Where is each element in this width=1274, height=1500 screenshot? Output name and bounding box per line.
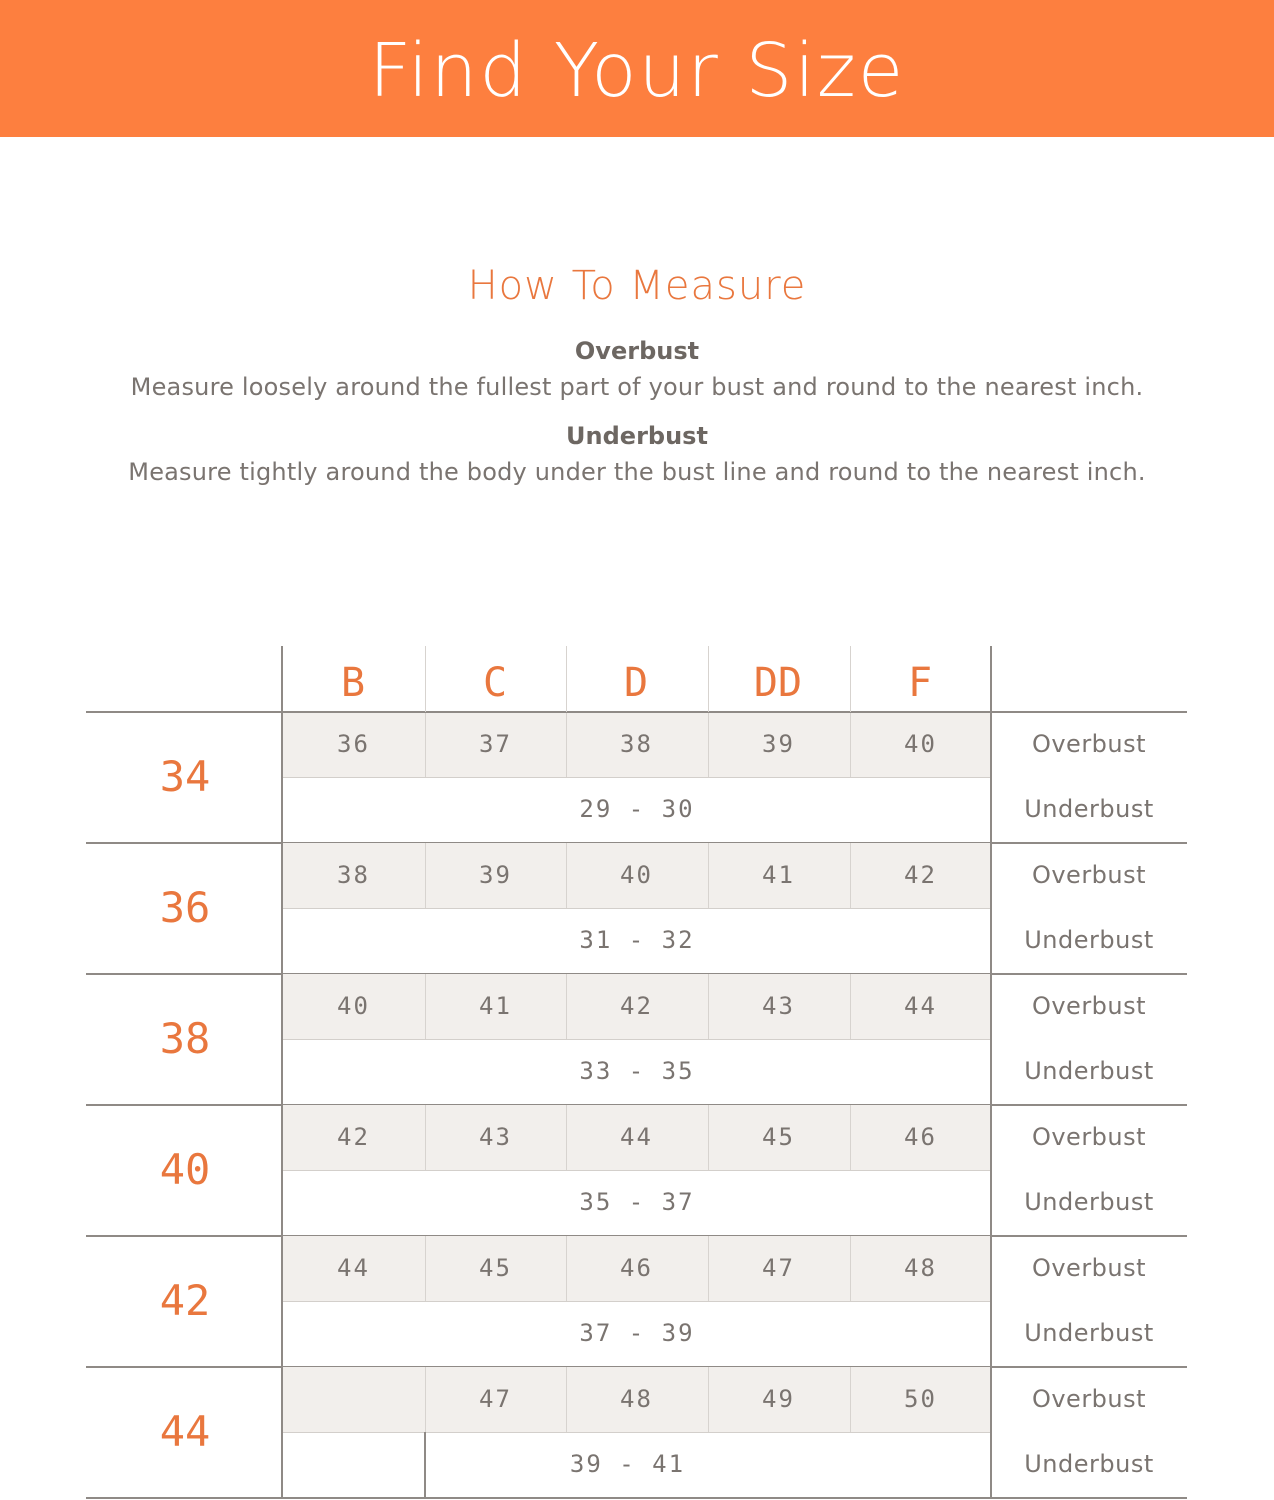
band-size-38: 38: [159, 1014, 211, 1063]
row-border: [86, 1497, 1187, 1499]
band-column-border: [281, 646, 283, 1498]
overbust-value: 44: [337, 1254, 370, 1282]
label-column-border: [990, 646, 992, 1498]
overbust-value: 40: [904, 730, 937, 758]
overbust-value: 47: [762, 1254, 795, 1282]
overbust-label: Overbust: [1031, 1123, 1147, 1151]
overbust-label: Overbust: [1031, 1254, 1147, 1282]
overbust-value: 45: [479, 1254, 512, 1282]
overbust-description: Measure loosely around the fullest part of your bust and round to the nearest inch.: [130, 373, 1144, 401]
underbust-label: Underbust: [1024, 1450, 1154, 1478]
overbust-value: 42: [620, 992, 653, 1020]
band-size-40: 40: [159, 1145, 211, 1194]
overbust-label: Overbust: [1031, 861, 1147, 889]
overbust-value: 38: [620, 730, 653, 758]
overbust-value: 44: [904, 992, 937, 1020]
overbust-value: 50: [904, 1385, 937, 1413]
overbust-value: 42: [337, 1123, 370, 1151]
overbust-value: 43: [762, 992, 795, 1020]
overbust-value: 46: [620, 1254, 653, 1282]
overbust-value: 37: [479, 730, 512, 758]
cup-header-dd: DD: [753, 660, 803, 706]
overbust-value: 47: [479, 1385, 512, 1413]
overbust-value: 48: [904, 1254, 937, 1282]
overbust-label: Overbust: [1031, 992, 1147, 1020]
how-to-measure-heading: How To Measure: [467, 263, 807, 309]
underbust-label: Underbust: [1024, 926, 1154, 954]
underbust-label: Underbust: [1024, 1188, 1154, 1216]
underbust-label: Underbust: [1024, 1057, 1154, 1085]
overbust-value: 36: [337, 730, 370, 758]
overbust-value: 41: [479, 992, 512, 1020]
underbust-value: 33 - 35: [579, 1057, 695, 1085]
underbust-value: 35 - 37: [579, 1188, 695, 1216]
underbust-label: Underbust: [1024, 795, 1154, 823]
overbust-value: 38: [337, 861, 370, 889]
underbust-value: 37 - 39: [579, 1319, 695, 1347]
overbust-value: 49: [762, 1385, 795, 1413]
overbust-value: 39: [762, 730, 795, 758]
overbust-value: [283, 1367, 424, 1431]
underbust-label: Underbust: [1024, 1319, 1154, 1347]
band-size-36: 36: [159, 883, 211, 932]
underbust-value: 39 - 41: [569, 1450, 686, 1478]
band-size-42: 42: [159, 1276, 211, 1325]
overbust-value: 48: [620, 1385, 653, 1413]
cup-header-b: B: [340, 660, 366, 706]
band-size-34: 34: [159, 752, 211, 801]
band-size-44: 44: [159, 1407, 211, 1456]
overbust-value: 42: [904, 861, 937, 889]
underbust-term: Underbust: [566, 422, 708, 450]
overbust-value: 39: [479, 861, 512, 889]
header-divider: [850, 646, 851, 712]
underbust-value: 31 - 32: [579, 926, 695, 954]
overbust-label: Overbust: [1031, 1385, 1147, 1413]
overbust-term: Overbust: [574, 337, 700, 365]
overbust-value: 40: [620, 861, 653, 889]
table-top-border: [86, 711, 1187, 713]
overbust-value: 40: [337, 992, 370, 1020]
cup-header-d: D: [623, 660, 649, 706]
cup-header-f: F: [907, 660, 933, 706]
header-divider: [425, 646, 426, 712]
overbust-value: 46: [904, 1123, 937, 1151]
page-title: Find Your Size: [368, 28, 906, 114]
underbust-value: 29 - 30: [579, 795, 695, 823]
overbust-value: 44: [620, 1123, 653, 1151]
cup-header-c: C: [482, 660, 508, 706]
overbust-value: 43: [479, 1123, 512, 1151]
overbust-value: 45: [762, 1123, 795, 1151]
overbust-label: Overbust: [1031, 730, 1147, 758]
header-divider: [566, 646, 567, 712]
overbust-value: 41: [762, 861, 795, 889]
header-divider: [708, 646, 709, 712]
underbust-description: Measure tightly around the body under the bust line and round to the nearest inch.: [128, 458, 1146, 486]
